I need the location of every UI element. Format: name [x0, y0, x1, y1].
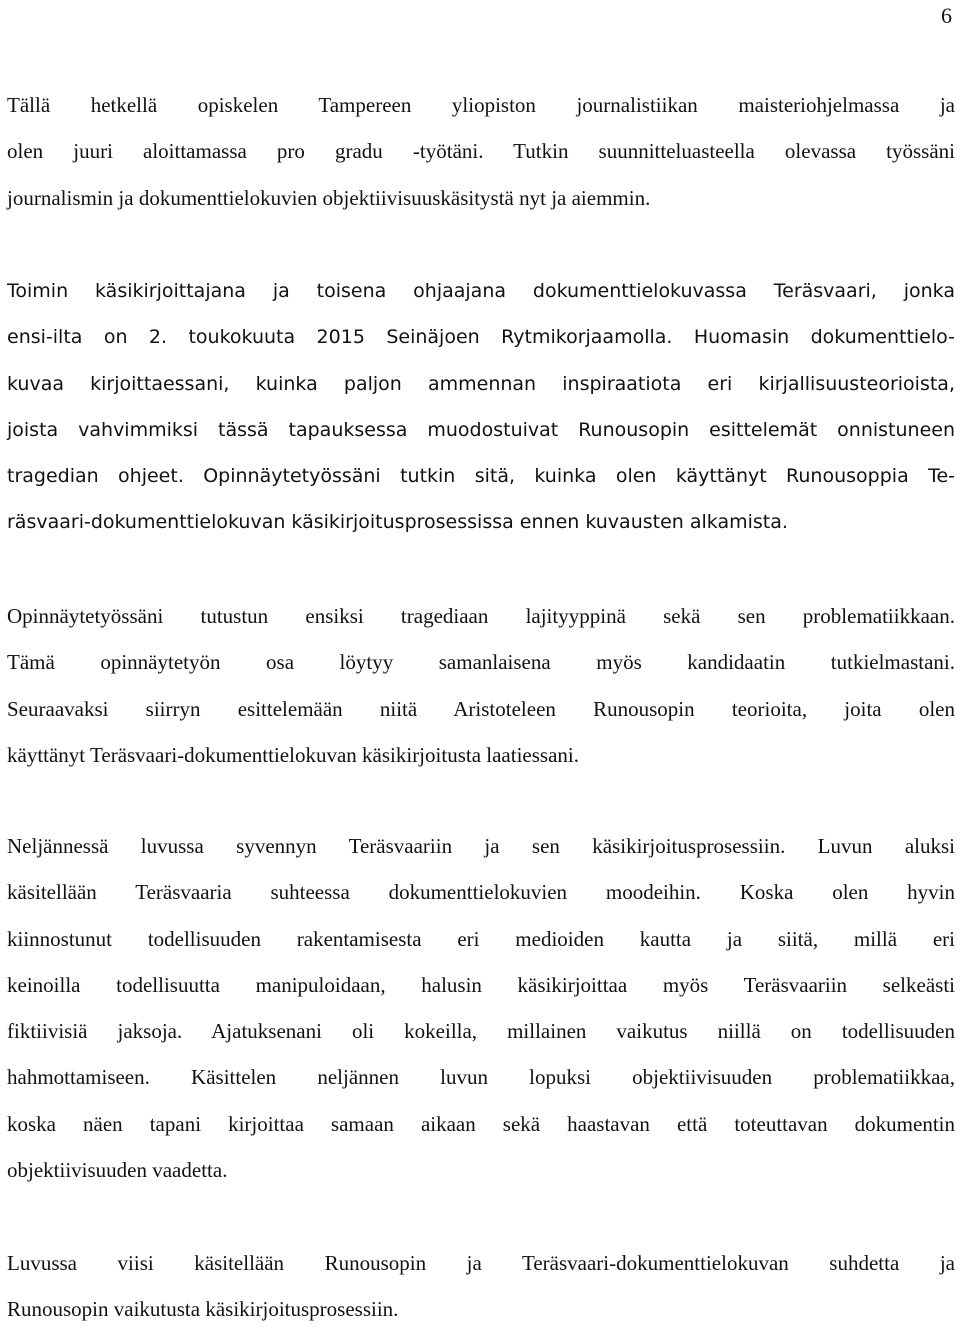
text-line: fiktiivisiä jaksoja. Ajatuksenani oli kokeilla, millainen vaikutus niillä on todellisuuden — [7, 1019, 955, 1044]
text-line: olen juuri aloittamassa pro gradu -työtäni. Tutkin suunnitteluasteella olevassa työssäni — [7, 139, 955, 164]
text-line: Neljännessä luvussa syvennyn Teräsvaariin ja sen käsikirjoitusprosessiin. Luvun aluksi — [7, 834, 955, 858]
page-number: 6 — [941, 3, 952, 28]
text-line: hahmottamiseen. Käsittelen neljännen luvun lopuksi objektiivisuuden problematiikkaa, — [7, 1065, 955, 1090]
text-line: Runousopin vaikutusta käsikirjoitusprosessiin. — [7, 1297, 399, 1322]
paragraph-structure — [7, 593, 955, 778]
text-line: kiinnostunut todellisuuden rakentamisesta eri medioiden kautta ja siitä, millä eri — [7, 926, 955, 951]
paragraph-film-role — [7, 268, 955, 546]
text-line: joista vahvimmiksi tässä tapauksessa muodostuivat Runousopin esittelemät onnistuneen — [7, 418, 955, 441]
text-line: Tällä hetkellä opiskelen Tampereen yliopiston journalistiikan maisteriohjelmassa ja — [7, 93, 955, 117]
text-line: journalismin ja dokumenttielokuvien objektiivisuuskäsitystä nyt ja aiemmin. — [7, 185, 651, 210]
text-line: keinoilla todellisuutta manipuloidaan, halusin käsikirjoittaa myös Teräsvaariin selkeästi — [7, 972, 955, 997]
text-line: käsitellään Teräsvaaria suhteessa dokumenttielokuvien moodeihin. Koska olen hyvin — [7, 880, 955, 905]
text-line: Seuraavaksi siirryn esittelemään niitä Aristoteleen Runousopin teorioita, joita olen — [7, 696, 955, 721]
text-line: objektiivisuuden vaadetta. — [7, 1158, 228, 1183]
text-line: Toimin käsikirjoittajana ja toisena ohjaajana dokumenttielokuvassa Teräsvaari, jonka — [7, 280, 955, 302]
text-line: räsvaari-dokumenttielokuvan käsikirjoitusprosessissa ennen kuvausten alkamista. — [7, 511, 788, 534]
paragraph-chapter-four — [7, 823, 955, 1193]
text-line: käyttänyt Teräsvaari-dokumenttielokuvan käsikirjoitusta laatiessani. — [7, 742, 579, 767]
paragraph-chapter-five — [7, 1240, 955, 1333]
text-line: ensi-ilta on 2. toukokuuta 2015 Seinäjoen Rytmikorjaamolla. Huomasin dokumenttielo- — [7, 326, 955, 349]
text-line: kuvaa kirjoittaessani, kuinka paljon ammennan inspiraatiota eri kirjallisuusteorioista, — [7, 372, 955, 395]
text-line: Luvussa viisi käsitellään Runousopin ja Teräsvaari-dokumenttielokuvan suhdetta ja — [7, 1251, 955, 1275]
text-line: koska näen tapani kirjoittaa samaan aikaan sekä haastavan että toteuttavan dokumentin — [7, 1111, 955, 1136]
text-line: Tämä opinnäytetyön osa löytyy samanlaisena myös kandidaatin tutkielmastani. — [7, 650, 955, 675]
text-line: tragedian ohjeet. Opinnäytetyössäni tutkin sitä, kuinka olen käyttänyt Runousoppia Te- — [7, 465, 955, 488]
text-line: Opinnäytetyössäni tutustun ensiksi tragediaan lajityyppinä sekä sen problematiikkaan. — [7, 604, 955, 628]
paragraph-intro — [7, 82, 955, 221]
